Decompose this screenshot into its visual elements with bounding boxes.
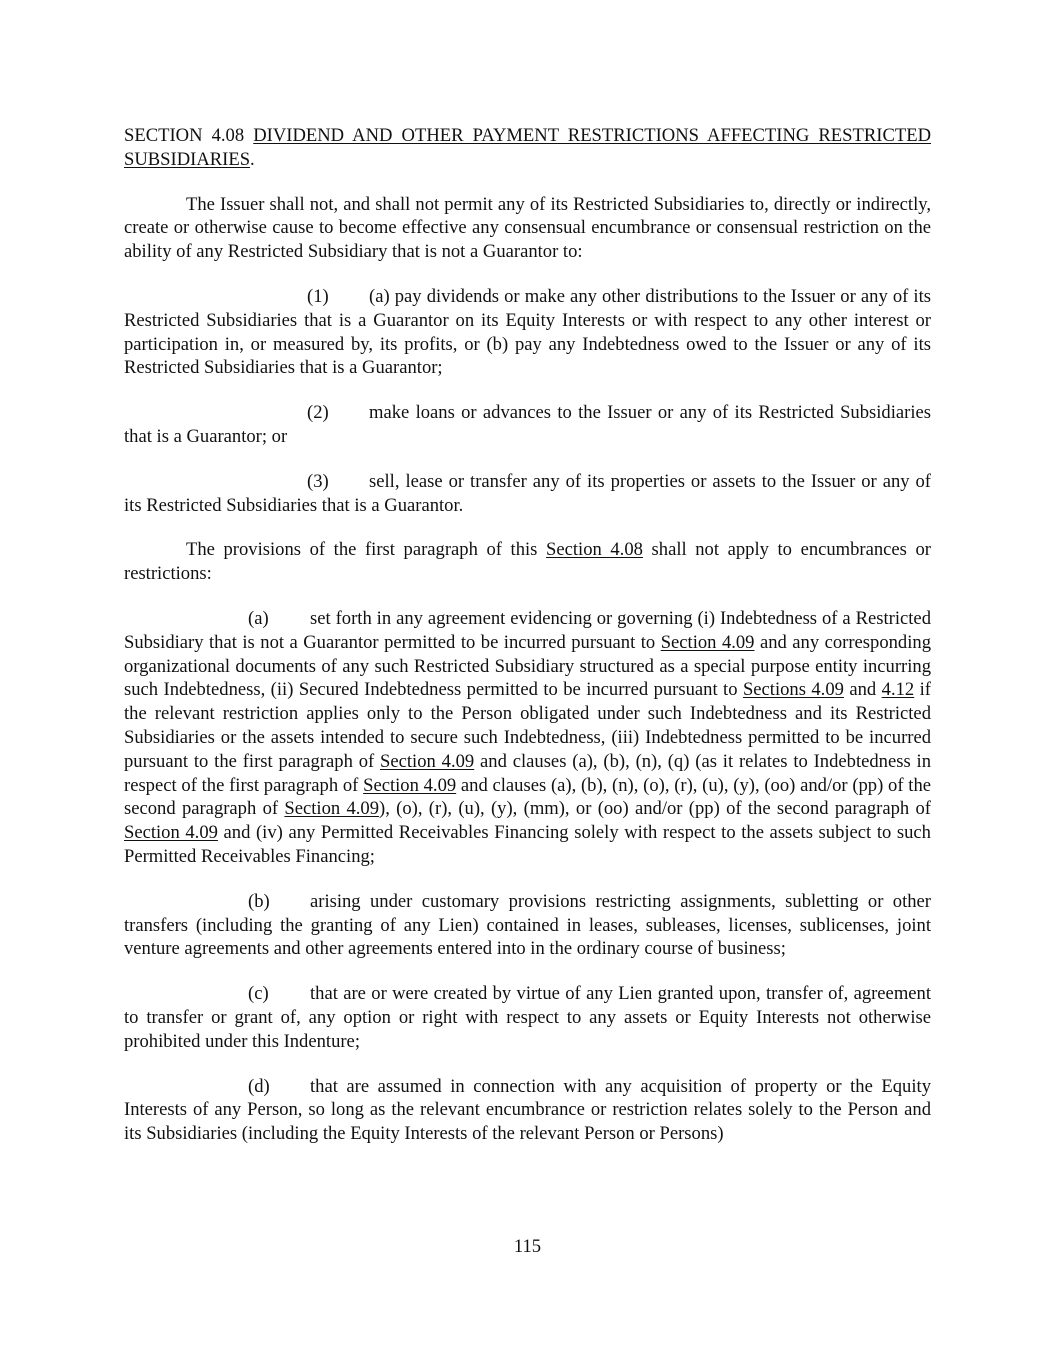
clause-text: that are assumed in connection with any acquisition of property or the Equity Interests of any Person, so long as the relevant encumbrance or restriction relates solely to the Person and its Subsidiaries (including the Equity Interests of the relevant Person or Persons) (124, 1075, 931, 1145)
numbered-item-1 (124, 285, 931, 380)
intro-paragraph: The Issuer shall not, and shall not permit any of its Restricted Subsidiaries to, directly or indirectly, create or otherwise cause to become effective any consensual encumbrance or consensual restriction on the ability of any Restricted Subsidiary that is not a Guarantor to: (124, 193, 931, 263)
clause-c (124, 982, 931, 1053)
clause-label: (b) (248, 890, 270, 912)
clause-text: arising under customary provisions restricting assignments, subletting or other transfers (including the granting of any Lien) contained in leases, subleases, licenses, sublicenses, joint venture agreements and other agreements entered into in the ordinary course of business; (124, 890, 931, 960)
item-label: (3) (307, 470, 329, 492)
section-reference: Section 4.09 (284, 798, 380, 820)
clause-d (124, 1075, 931, 1146)
section-reference: Section 4.09 (660, 631, 755, 653)
clause-b (124, 890, 931, 961)
item-text: (a) pay dividends or make any other distributions to the Issuer or any of its Restricted Subsidiaries that is a Guarantor on its Equity Interests or with respect to any other interest or participation in, or measured by, its profits, or (b) pay any Indebtedness owed to the Issuer or any of its Restricted Subsidiaries that is a Guarantor; (124, 285, 931, 379)
section-reference: Sections 4.09 (742, 679, 844, 701)
item-text: sell, lease or transfer any of its properties or assets to the Issuer or any of its Restricted Subsidiaries that is a Guarantor. (124, 470, 931, 516)
section-reference: Section 4.09 (380, 750, 475, 772)
clause-text: that are or were created by virtue of any Lien granted upon, transfer of, agreement to transfer or grant of, any option or right with respect to any assets or Equity Interests not otherwise prohibited under this Indenture; (124, 983, 931, 1052)
numbered-item-3 (124, 470, 931, 518)
numbered-item-2 (124, 401, 931, 449)
section-reference: Section 4.09 (124, 822, 218, 844)
section-heading: SECTION 4.08 DIVIDEND AND OTHER PAYMENT RESTRICTIONS AFFECTING RESTRICTED SUBSIDIARIES. (124, 125, 932, 170)
item-label: (1) (307, 285, 329, 307)
clause-a: (a) set forth in any agreement evidencing or governing (i) Indebtedness of a Restricted Subsidiary that is not a Guarantor permitted to be incurred pursuant to Section 4.09 and any corresponding organizational documents of any such Restricted Subsidiary structured as a special purpose entity incurring such Indebtedness, (ii) Secured Indebtedness permitted to be incurred pursuant to Sections 4.09 and 4.12 if the relevant restriction applies only to the Person obligated under such Indebtedness and its Restricted Subsidiaries or the assets intended to secure such Indebtedness, (iii) Indebtedness permitted to be incurred pursuant to the first paragraph of Section 4.09 and clauses (a), (b), (n), (q) (as it relates to Indebtedness in respect of the first paragraph of Section 4.09 and clauses (a), (b), (n), (o), (r), (u), (y), (oo) and/or (pp) of the second paragraph of Section 4.09), (o), (r), (u), (y), (mm), or (oo) and/or (pp) of the second paragraph of Section 4.09 and (iv) any Permitted Receivables Financing solely with respect to the assets subject to such Permitted Receivables Financing; (124, 607, 931, 867)
section-reference: 4.12 (881, 679, 915, 701)
page-number: 115 (513, 1236, 542, 1257)
section-title: DIVIDEND AND OTHER PAYMENT RESTRICTIONS AFFECTING RESTRICTED SUBSIDIARIES (124, 125, 932, 170)
section-reference: Section 4.08 (546, 539, 643, 561)
item-label: (2) (307, 402, 329, 424)
provisions-paragraph: The provisions of the first paragraph of this Section 4.08 shall not apply to encumbrances or restrictions: (124, 539, 932, 585)
section-reference: Section 4.09 (363, 774, 457, 796)
clause-label: (a) (248, 607, 269, 629)
clause-label: (c) (248, 983, 269, 1005)
item-text: make loans or advances to the Issuer or any of its Restricted Subsidiaries that is a Guarantor; or (124, 402, 931, 447)
section-number: SECTION 4.08 (124, 125, 245, 146)
document-page (124, 124, 931, 1167)
clause-label: (d) (248, 1075, 270, 1097)
